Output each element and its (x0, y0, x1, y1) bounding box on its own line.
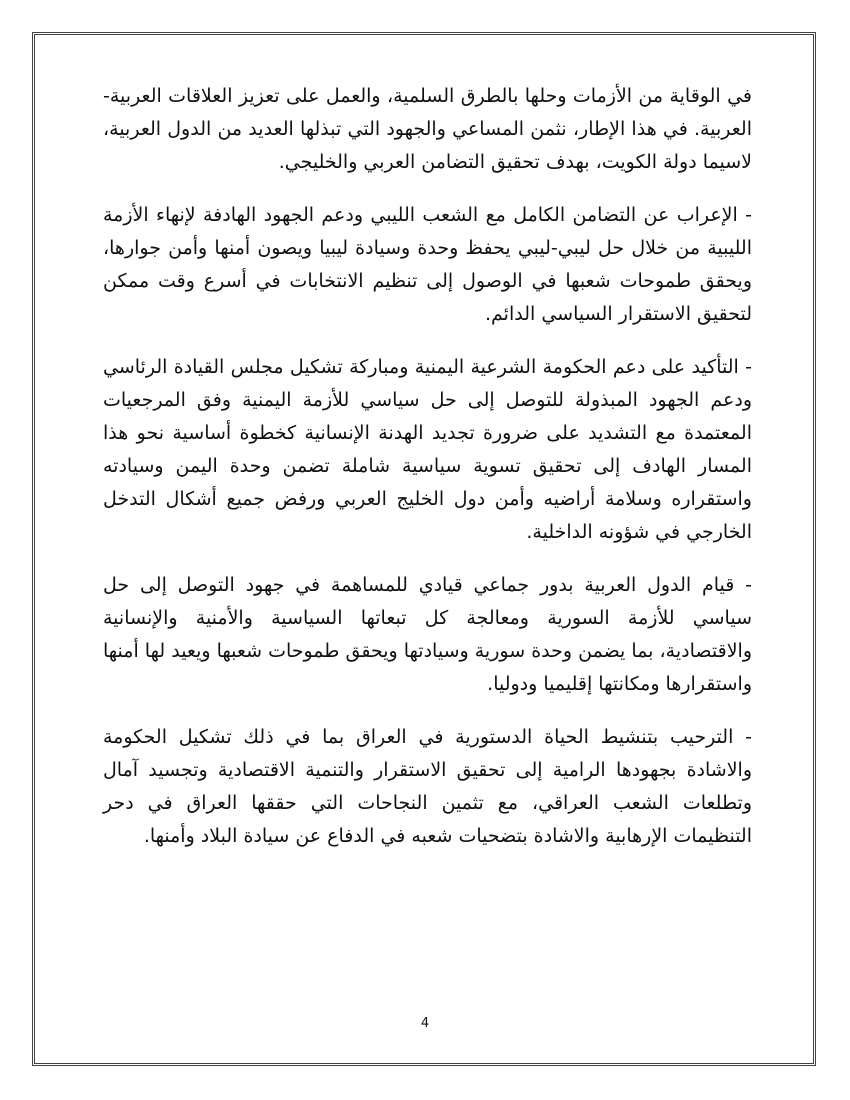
paragraph-yemen: - التأكيد على دعم الحكومة الشرعية اليمنية ومباركة تشكيل مجلس القيادة الرئاسي ودعم الجهود المبذولة للتوصل إلى حل سياسي للأزمة اليمنية وفق المرجعيات المعتمدة مع التشديد على ضرورة تجديد الهدنة الإنسانية كخطوة أساسية نحو هذا المسار الهادف إلى تحقيق تسوية سياسية شاملة تضمن وحدة اليمن وسيادته واستقراره وسلامة أراضيه وأمن دول الخليج العربي ورفض جميع أشكال التدخل الخارجي في شؤونه الداخلية. (103, 356, 752, 543)
paragraph-gulf-solidarity: في الوقاية من الأزمات وحلها بالطرق السلمية، والعمل على تعزيز العلاقات العربية-العربية. في هذا الإطار، نثمن المساعي والجهود التي تبذلها العديد من الدول العربية، لاسيما دولة الكويت، بهدف تحقيق التضامن العربي والخليجي. (103, 85, 752, 173)
paragraph-iraq: - الترحيب بتنشيط الحياة الدستورية في العراق بما في ذلك تشكيل الحكومة والاشادة بجهودها الرامية إلى تحقيق الاستقرار والتنمية الاقتصادية وتجسيد آمال وتطلعات الشعب العراقي، مع تثمين النجاحات التي حققها العراق في دحر التنظيمات الإرهابية والاشادة بتضحيات شعبه في الدفاع عن سيادة البلاد وأمنها. (103, 726, 752, 847)
paragraph-libya: - الإعراب عن التضامن الكامل مع الشعب الليبي ودعم الجهود الهادفة لإنهاء الأزمة الليبية من خلال حل ليبي-ليبي يحفظ وحدة وسيادة ليبيا ويصون أمنها وأمن جوارها، ويحقق طموحات شعبها في الوصول إلى تنظيم الانتخابات في أسرع وقت ممكن لتحقيق الاستقرار السياسي الدائم. (103, 204, 752, 325)
paragraph-syria: - قيام الدول العربية بدور جماعي قيادي للمساهمة في جهود التوصل إلى حل سياسي للأزمة السورية ومعالجة كل تبعاتها السياسية والأمنية والإنسانية والاقتصادية، بما يضمن وحدة سورية وسيادتها ويحقق طموحات شعبها ويعيد لها أمنها واستقرارها ومكانتها إقليميا ودوليا. (103, 574, 752, 695)
document-body (103, 80, 752, 873)
page-number: 4 (420, 1016, 430, 1031)
